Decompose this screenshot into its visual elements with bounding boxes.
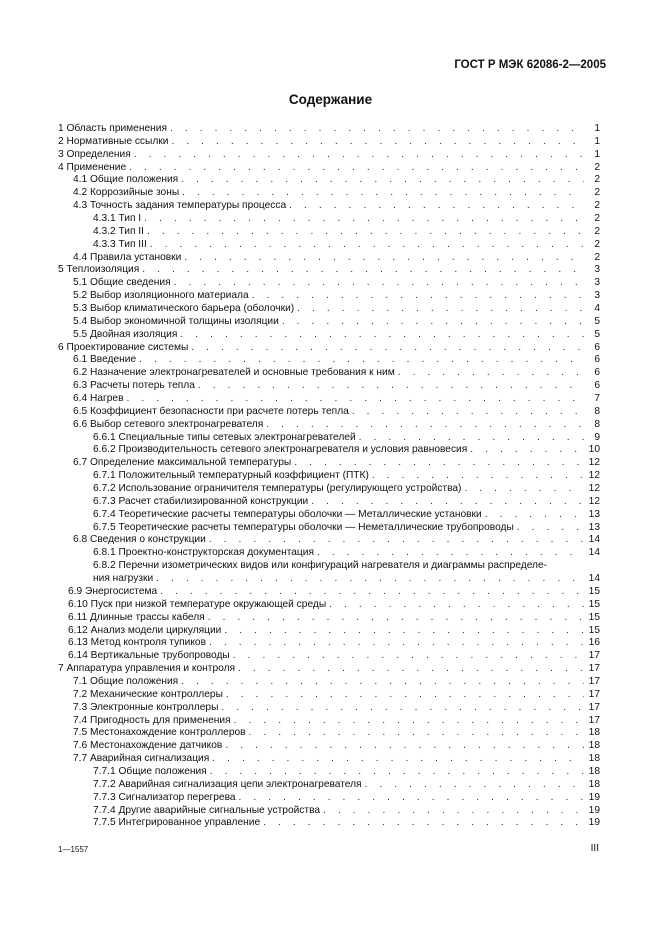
toc-entry-label: 6.10 Пуск при низкой температуре окружающей среды bbox=[68, 599, 329, 612]
toc-entry[interactable] bbox=[58, 483, 600, 496]
page-number: III bbox=[590, 843, 599, 854]
toc-entry[interactable] bbox=[58, 612, 600, 625]
toc-entry-label: 7.7.4 Другие аварийные сигнальные устройства bbox=[93, 805, 323, 818]
toc-entry-page: 2 bbox=[594, 187, 600, 199]
toc-entry-page: 17 bbox=[588, 675, 600, 687]
toc-entry-page: 7 bbox=[594, 393, 600, 405]
toc-entry[interactable] bbox=[58, 393, 600, 406]
toc-entry-label: 5.3 Выбор климатического барьера (оболочки) bbox=[73, 303, 297, 316]
toc-entry-page: 4 bbox=[594, 303, 600, 315]
toc-entry-label: 6 Проектирование системы bbox=[58, 342, 191, 355]
toc-entry[interactable] bbox=[58, 354, 600, 367]
toc-entry-label: 6.7.2 Использование ограничителя температуры (регулирующего устройства) bbox=[93, 483, 464, 496]
dot-leader bbox=[233, 650, 584, 663]
toc-entry-page: 12 bbox=[588, 483, 600, 495]
toc-entry-page: 18 bbox=[588, 765, 600, 777]
toc-entry-page: 6 bbox=[594, 367, 600, 379]
toc-entry-page: 6 bbox=[594, 354, 600, 366]
dot-leader bbox=[464, 483, 584, 496]
dot-leader bbox=[372, 470, 584, 483]
toc-entry[interactable] bbox=[58, 367, 600, 380]
toc-entry[interactable] bbox=[58, 149, 600, 162]
toc-entry[interactable] bbox=[58, 496, 600, 509]
toc-entry[interactable] bbox=[58, 560, 600, 586]
toc-entry[interactable] bbox=[58, 432, 600, 445]
toc-entry-label: 7.2 Механические контроллеры bbox=[73, 689, 226, 702]
toc-entry-label: 5.4 Выбор экономичной толщины изоляции bbox=[73, 316, 282, 329]
dot-leader bbox=[181, 676, 584, 689]
toc-entry-label: 4.1 Общие положения bbox=[73, 174, 181, 187]
toc-entry[interactable] bbox=[58, 753, 600, 766]
toc-entry-page: 2 bbox=[594, 174, 600, 186]
dot-leader bbox=[180, 329, 584, 342]
dot-leader bbox=[139, 354, 584, 367]
toc-entry-label: 3 Определения bbox=[58, 149, 134, 162]
toc-entry-page: 17 bbox=[588, 701, 600, 713]
dot-leader bbox=[171, 136, 584, 149]
toc-entry-label: 6.12 Анализ модели циркуляции bbox=[68, 625, 224, 638]
toc-entry[interactable] bbox=[58, 187, 600, 200]
dot-leader bbox=[191, 342, 584, 355]
toc-entry-page: 15 bbox=[588, 585, 600, 597]
toc-entry[interactable] bbox=[58, 779, 600, 792]
toc-entry-page: 16 bbox=[588, 637, 600, 649]
toc-entry-label: 4.3.3 Тип III bbox=[93, 239, 150, 252]
toc-entry-page: 17 bbox=[588, 714, 600, 726]
footer-print-code: 1—1557 bbox=[58, 845, 89, 854]
toc-entry-page: 18 bbox=[588, 753, 600, 765]
dot-leader bbox=[142, 264, 584, 277]
toc-entry-page: 17 bbox=[588, 688, 600, 700]
toc-entry[interactable] bbox=[58, 136, 600, 149]
toc-entry[interactable] bbox=[58, 213, 600, 226]
dot-leader bbox=[329, 599, 584, 612]
toc-entry-label: 7.7 Аварийная сигнализация bbox=[73, 753, 212, 766]
toc-entry-page: 2 bbox=[594, 225, 600, 237]
toc-entry[interactable] bbox=[58, 303, 600, 316]
toc-entry-page: 12 bbox=[588, 470, 600, 482]
toc-entry-page: 15 bbox=[588, 624, 600, 636]
toc-entry-page: 17 bbox=[588, 650, 600, 662]
toc-entry-page: 3 bbox=[594, 277, 600, 289]
toc-entry-label: 6.3 Расчеты потерь тепла bbox=[73, 380, 198, 393]
dot-leader bbox=[365, 779, 584, 792]
toc-entry-label: 6.2 Назначение электронагревателей и основные требования к ним bbox=[73, 367, 398, 380]
toc-entry-page: 5 bbox=[594, 315, 600, 327]
toc-entry[interactable] bbox=[58, 637, 600, 650]
toc-entry-label: 6.6.2 Производительность сетевого электронагревателя и условия равновесия bbox=[93, 444, 470, 457]
dot-leader bbox=[289, 200, 584, 213]
toc-entry-label: 7.7.2 Аварийная сигнализация цепи электронагревателя bbox=[93, 779, 365, 792]
toc-entry[interactable] bbox=[58, 444, 600, 457]
toc-entry[interactable] bbox=[58, 329, 600, 342]
toc-entry[interactable] bbox=[58, 123, 600, 136]
toc-entry-page: 5 bbox=[594, 328, 600, 340]
toc-entry-label: 7.7.5 Интегрированное управление bbox=[93, 817, 263, 830]
dot-leader bbox=[174, 277, 584, 290]
toc-entry-page: 14 bbox=[588, 547, 600, 559]
dot-leader bbox=[181, 174, 584, 187]
toc-entry[interactable] bbox=[58, 702, 600, 715]
toc-entry[interactable] bbox=[58, 457, 600, 470]
toc-entry-label: 5.5 Двойная изоляция bbox=[73, 329, 180, 342]
dot-leader bbox=[266, 419, 584, 432]
toc-entry-label: 2 Нормативные ссылки bbox=[58, 136, 171, 149]
toc-entry[interactable] bbox=[58, 380, 600, 393]
toc-entry-label: 6.4 Нагрев bbox=[73, 393, 126, 406]
toc-entry-page: 18 bbox=[588, 740, 600, 752]
toc-entry-page: 3 bbox=[594, 290, 600, 302]
dot-leader bbox=[234, 715, 584, 728]
toc-entry-page: 9 bbox=[594, 431, 600, 443]
dot-leader bbox=[470, 444, 584, 457]
toc-entry[interactable] bbox=[58, 715, 600, 728]
dot-leader bbox=[317, 547, 584, 560]
toc-entry-label: 6.6.1 Специальные типы сетевых электронагревателей bbox=[93, 432, 359, 445]
toc-entry-label: 7.1 Общие положения bbox=[73, 676, 181, 689]
dot-leader bbox=[150, 239, 584, 252]
toc-entry[interactable] bbox=[58, 200, 600, 213]
toc-entry-page: 12 bbox=[588, 457, 600, 469]
toc-entry-label: 6.11 Длинные трассы кабеля bbox=[68, 612, 208, 625]
document-header: ГОСТ Р МЭК 62086-2—2005 bbox=[454, 59, 606, 71]
toc-entry-page: 1 bbox=[594, 122, 600, 134]
toc-entry-label: 6.8.1 Проектно-конструкторская документация bbox=[93, 547, 317, 560]
toc-entry[interactable] bbox=[58, 174, 600, 187]
dot-leader bbox=[517, 522, 584, 535]
toc-entry-label: 4 Применение bbox=[58, 162, 129, 175]
dot-leader bbox=[249, 727, 584, 740]
dot-leader bbox=[282, 316, 584, 329]
toc-entry[interactable] bbox=[58, 599, 600, 612]
dot-leader bbox=[311, 496, 584, 509]
toc-entry[interactable] bbox=[58, 625, 600, 638]
toc-entry-label: 7.4 Пригодность для применения bbox=[73, 715, 234, 728]
toc-entry-page: 8 bbox=[594, 405, 600, 417]
toc-entry-label: 7.7.3 Сигнализатор перегрева bbox=[93, 792, 239, 805]
dot-leader bbox=[209, 637, 584, 650]
toc-entry-label: 5 Теплоизоляция bbox=[58, 264, 142, 277]
toc-entry[interactable] bbox=[58, 226, 600, 239]
dot-leader bbox=[485, 509, 584, 522]
dot-leader bbox=[294, 457, 584, 470]
toc-entry-page: 14 bbox=[588, 573, 600, 585]
toc-entry[interactable] bbox=[58, 676, 600, 689]
toc-entry[interactable] bbox=[58, 470, 600, 483]
toc-entry[interactable] bbox=[58, 342, 600, 355]
toc-entry-label-continued: ния нагрузки bbox=[93, 573, 156, 586]
toc-entry-label: 7.6 Местонахождение датчиков bbox=[73, 740, 225, 753]
toc-entry-label: 6.7.3 Расчет стабилизированной конструкции bbox=[93, 496, 311, 509]
toc-entry-page: 2 bbox=[594, 238, 600, 250]
dot-leader bbox=[210, 766, 584, 779]
toc-entry-page: 2 bbox=[594, 213, 600, 224]
dot-leader bbox=[239, 792, 584, 805]
toc-entry[interactable] bbox=[58, 239, 600, 252]
toc-entry[interactable] bbox=[58, 727, 600, 740]
toc-entry-page: 6 bbox=[594, 380, 600, 392]
dot-leader bbox=[182, 187, 584, 200]
toc-entry-label: 6.8 Сведения о конструкции bbox=[73, 534, 209, 547]
toc-entry-page: 15 bbox=[588, 598, 600, 610]
toc-entry[interactable] bbox=[58, 547, 600, 560]
dot-leader bbox=[263, 817, 584, 830]
toc-entry-label: 6.7.5 Теоретические расчеты температуры оболочки — Неметаллические трубопроводы bbox=[93, 522, 517, 535]
toc-entry-page: 18 bbox=[588, 727, 600, 739]
dot-leader bbox=[144, 213, 584, 226]
dot-leader bbox=[238, 663, 584, 676]
toc-entry-page: 14 bbox=[588, 534, 600, 546]
toc-entry-label: 6.6 Выбор сетевого электронагревателя bbox=[73, 419, 266, 432]
toc-entry-label: 7 Аппаратура управления и контроля bbox=[58, 663, 238, 676]
toc-entry-label: 6.9 Энергосистема bbox=[68, 586, 160, 599]
toc-entry-label: 7.5 Местонахождение контроллеров bbox=[73, 727, 249, 740]
toc-entry-label: 7.3 Электронные контроллеры bbox=[73, 702, 221, 715]
page-title: Содержание bbox=[288, 92, 373, 107]
toc-entry[interactable] bbox=[58, 740, 600, 753]
toc-entry-label: 6.14 Вертикальные трубопроводы bbox=[68, 650, 233, 663]
toc-entry-page: 13 bbox=[588, 521, 600, 533]
toc-entry-page: 19 bbox=[588, 791, 600, 803]
toc-entry-label: 5.1 Общие сведения bbox=[73, 277, 174, 290]
toc-entry-page: 2 bbox=[594, 251, 600, 263]
toc-entry-page: 6 bbox=[594, 341, 600, 353]
dot-leader bbox=[226, 689, 584, 702]
dot-leader bbox=[359, 432, 584, 445]
toc-entry-page: 18 bbox=[588, 778, 600, 790]
toc-entry-page: 2 bbox=[594, 161, 600, 173]
dot-leader bbox=[212, 753, 584, 766]
toc-entry[interactable] bbox=[58, 509, 600, 522]
toc-entry[interactable] bbox=[58, 650, 600, 663]
dot-leader bbox=[134, 149, 584, 162]
toc-entry[interactable] bbox=[58, 290, 600, 303]
toc-entry[interactable] bbox=[58, 817, 600, 830]
toc-entry[interactable] bbox=[58, 586, 600, 599]
toc-entry-page: 1 bbox=[594, 135, 600, 147]
toc-entry-page: 8 bbox=[594, 418, 600, 430]
dot-leader bbox=[323, 805, 584, 818]
toc-entry-page: 19 bbox=[588, 817, 600, 829]
toc-entry[interactable] bbox=[58, 406, 600, 419]
dot-leader bbox=[398, 367, 584, 380]
toc-entry[interactable] bbox=[58, 766, 600, 779]
toc-entry-page: 17 bbox=[588, 663, 600, 675]
dot-leader bbox=[297, 303, 584, 316]
dot-leader bbox=[198, 380, 584, 393]
toc-entry-label: 6.13 Метод контроля тупиков bbox=[68, 637, 209, 650]
dot-leader bbox=[209, 534, 584, 547]
toc-entry[interactable] bbox=[58, 162, 600, 175]
dot-leader bbox=[225, 740, 584, 753]
toc-entry-label: 6.7 Определение максимальной температуры bbox=[73, 457, 294, 470]
toc-entry-label: 4.3.1 Тип I bbox=[93, 213, 144, 226]
dot-leader bbox=[208, 612, 584, 625]
dot-leader bbox=[129, 162, 584, 175]
dot-leader bbox=[170, 123, 584, 136]
toc-entry[interactable] bbox=[58, 663, 600, 676]
table-of-contents bbox=[58, 123, 600, 830]
toc-entry-label: 6.5 Коэффициент безопасности при расчете потерь тепла bbox=[73, 406, 352, 419]
toc-entry-label: 6.1 Введение bbox=[73, 354, 139, 367]
toc-entry-page: 10 bbox=[588, 444, 600, 456]
toc-entry-page: 12 bbox=[588, 495, 600, 507]
toc-entry[interactable] bbox=[58, 792, 600, 805]
dot-leader bbox=[184, 252, 584, 265]
toc-entry-label: 4.4 Правила установки bbox=[73, 252, 184, 265]
toc-entry-label: 6.7.1 Положительный температурный коэффициент (ПТК) bbox=[93, 470, 372, 483]
toc-entry-page: 2 bbox=[594, 200, 600, 212]
toc-entry[interactable] bbox=[58, 277, 600, 290]
toc-entry[interactable] bbox=[58, 522, 600, 535]
toc-entry-page: 15 bbox=[588, 611, 600, 623]
toc-entry[interactable] bbox=[58, 419, 600, 432]
toc-entry-label: 4.3.2 Тип II bbox=[93, 226, 147, 239]
toc-entry-label: 6.8.2 Перечни изометрических видов или конфигураций нагревателя и диаграммы распределе- bbox=[93, 560, 548, 572]
toc-entry[interactable] bbox=[58, 535, 600, 548]
toc-entry[interactable] bbox=[58, 252, 600, 265]
toc-entry[interactable] bbox=[58, 689, 600, 702]
dot-leader bbox=[156, 573, 584, 586]
dot-leader bbox=[352, 406, 584, 419]
toc-entry[interactable] bbox=[58, 805, 600, 818]
dot-leader bbox=[126, 393, 584, 406]
toc-entry-label: 6.7.4 Теоретические расчеты температуры оболочки — Металлические установки bbox=[93, 509, 485, 522]
toc-entry-label: 4.3 Точность задания температуры процесса bbox=[73, 200, 289, 213]
toc-entry[interactable] bbox=[58, 264, 600, 277]
toc-entry-label: 1 Область применения bbox=[58, 123, 170, 136]
toc-entry-page: 1 bbox=[594, 148, 600, 160]
toc-entry[interactable] bbox=[58, 316, 600, 329]
toc-entry-page: 3 bbox=[594, 264, 600, 276]
dot-leader bbox=[160, 586, 584, 599]
dot-leader bbox=[147, 226, 584, 239]
toc-entry-page: 19 bbox=[588, 804, 600, 816]
toc-entry-label: 7.7.1 Общие положения bbox=[93, 766, 210, 779]
dot-leader bbox=[224, 625, 584, 638]
dot-leader bbox=[221, 702, 584, 715]
dot-leader bbox=[252, 290, 584, 303]
toc-entry-label: 5.2 Выбор изоляционного материала bbox=[73, 290, 252, 303]
toc-entry-label: 4.2 Коррозийные зоны bbox=[73, 187, 182, 200]
toc-entry-page: 13 bbox=[588, 508, 600, 520]
